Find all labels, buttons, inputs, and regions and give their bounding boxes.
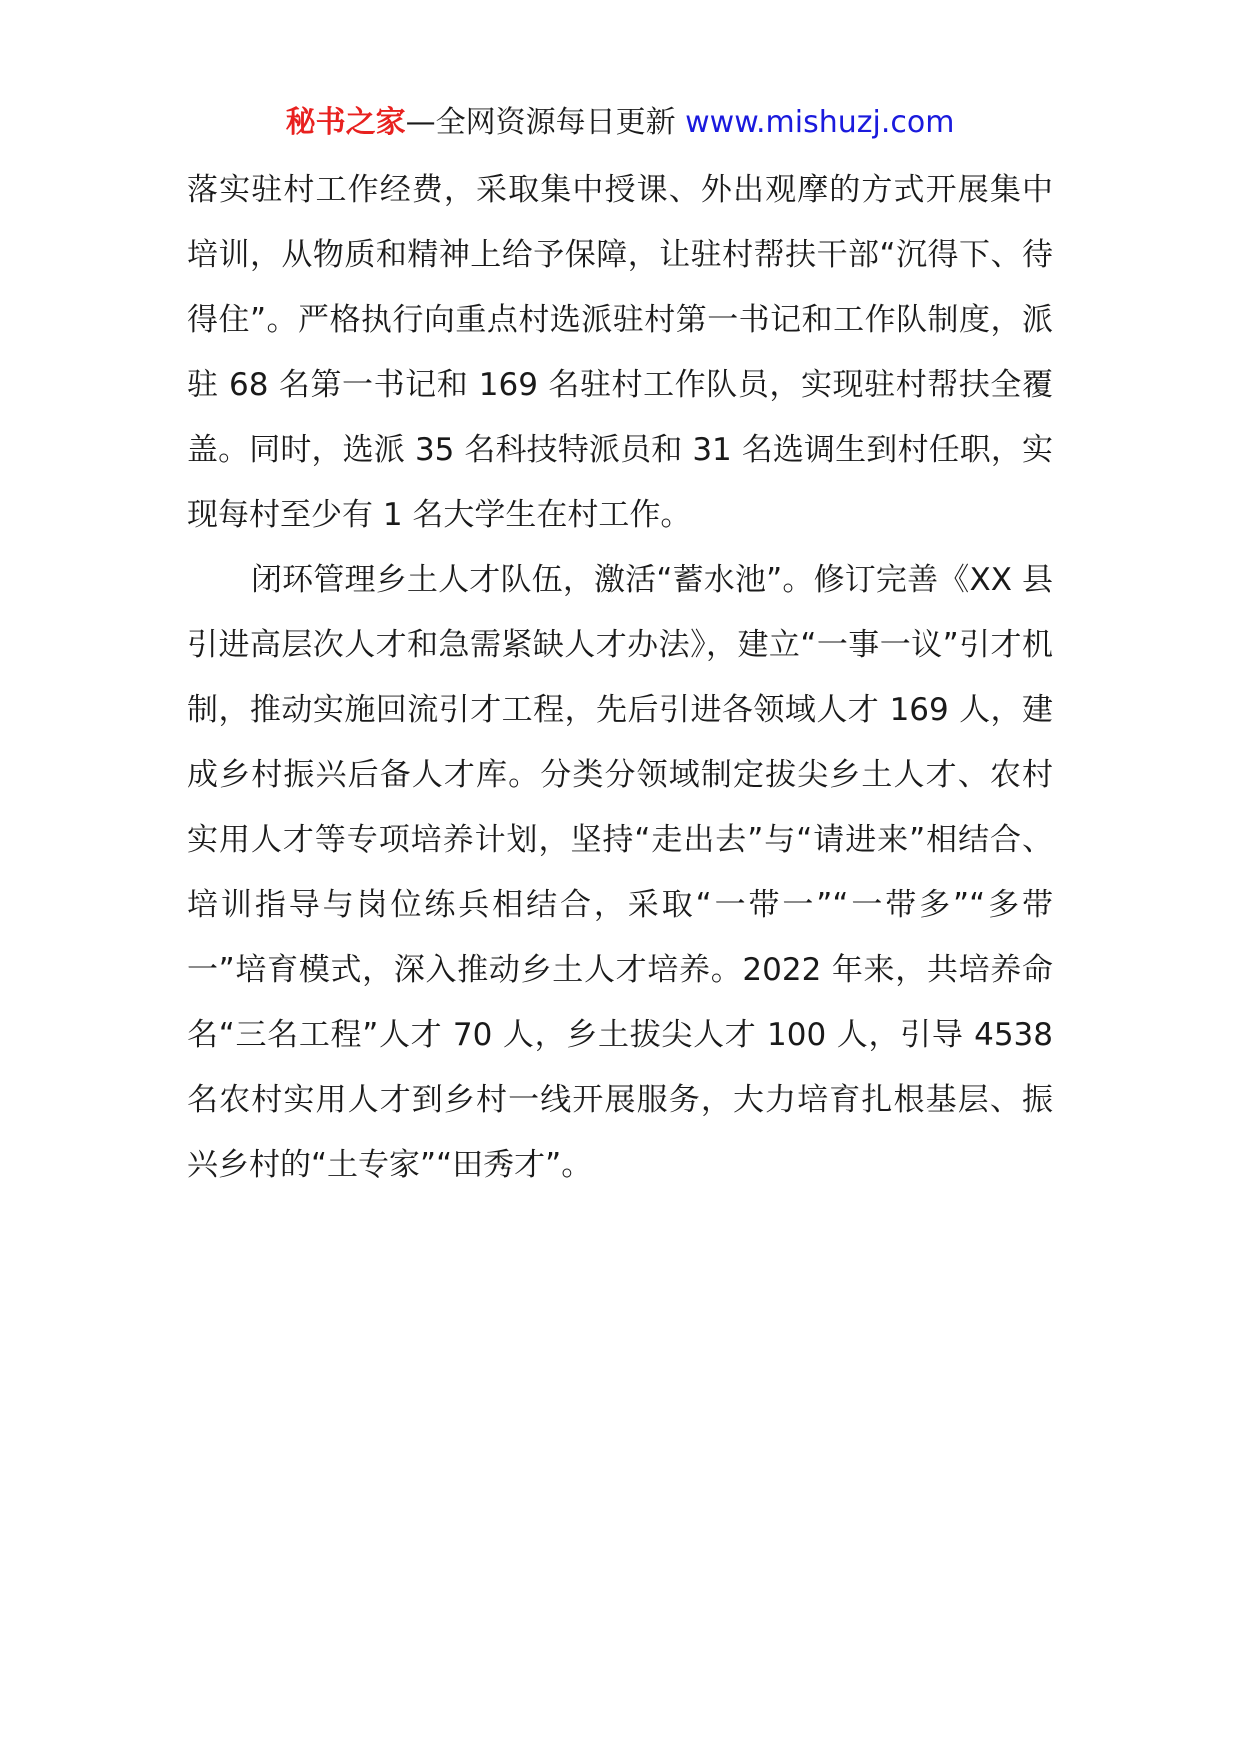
paragraph-talent-management: 闭环管理乡土人才队伍，激活“蓄水池”。修订完善《XX 县引进高层次人才和急需紧缺人才办法》，建立“一事一议”引才机制，推动实施回流引才工程，先后引进各领域人才 169 人，建成乡村振兴后备人才库。分类分领域制定拔尖乡土人才、农村实用人才等专项培养计划，坚持“走出去”与“请进来”相结合、培训指导与岗位练兵相结合，采取“一带一”“一带多”“多带一”培育模式，深入推动乡土人才培养。2022 年来，共培养命名“三名工程”人才 70 人，乡土拔尖人才 100 人，引导 4538 名农村实用人才到乡村一线开展服务，大力培育扎根基层、振兴乡村的“土专家”“田秀才”。 xyxy=(187,562,1053,1183)
brand-name: 秘书之家 xyxy=(285,105,406,140)
document-body xyxy=(187,158,1053,1198)
website-link[interactable]: www.mishuzj.com xyxy=(685,105,955,140)
page-header xyxy=(0,100,1240,146)
header-tagline: —全网资源每日更新 xyxy=(405,105,686,140)
paragraph-continued: 落实驻村工作经费，采取集中授课、外出观摩的方式开展集中培训，从物质和精神上给予保障，让驻村帮扶干部“沉得下、待得住”。严格执行向重点村选派驻村第一书记和工作队制度，派驻 68 名第一书记和 169 名驻村工作队员，实现驻村帮扶全覆盖。同时，选派 35 名科技特派员和 31 名选调生到村任职，实现每村至少有 1 名大学生在村工作。 xyxy=(187,172,1053,533)
